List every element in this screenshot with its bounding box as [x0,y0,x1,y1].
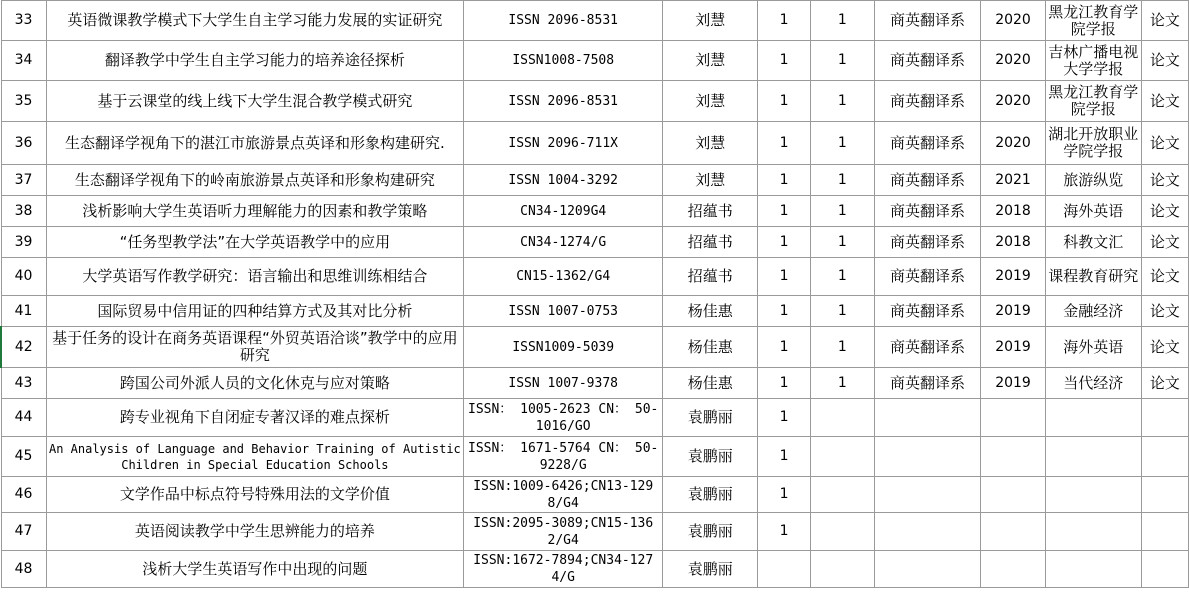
count-cell-2[interactable]: 1 [811,258,875,296]
count-cell-1[interactable]: 1 [758,41,811,81]
department-cell[interactable]: 商英翻译系 [874,81,981,122]
table-row [1,81,1189,122]
title-cell[interactable]: “任务型教学法”在大学英语教学中的应用 [46,227,464,258]
publication-cell[interactable]: 海外英语 [1045,327,1141,368]
count-cell-1[interactable]: 1 [758,1,811,41]
department-cell[interactable]: 商英翻译系 [874,296,981,327]
row-number-cell[interactable]: 37 [1,165,46,196]
issn-cell[interactable]: ISSN： 1671-5764 CN： 50-9228/G [464,437,663,477]
row-number-cell[interactable]: 45 [1,437,46,477]
row-number-cell[interactable]: 36 [1,122,46,165]
title-cell[interactable]: 国际贸易中信用证的四种结算方式及其对比分析 [46,296,464,327]
count-cell-1[interactable]: 1 [758,399,811,437]
department-cell[interactable]: 商英翻译系 [874,41,981,81]
row-number-cell[interactable]: 38 [1,196,46,227]
count-cell-1[interactable]: 1 [758,165,811,196]
count-cell-1[interactable] [758,551,811,588]
count-cell-2[interactable] [811,437,875,477]
year-cell[interactable]: 2020 [981,41,1046,81]
author-cell[interactable]: 袁鹏丽 [663,399,758,437]
title-cell[interactable]: 浅析影响大学生英语听力理解能力的因素和教学策略 [46,196,464,227]
table-row [1,551,1189,588]
count-cell-1[interactable]: 1 [758,477,811,513]
count-cell-1[interactable]: 1 [758,437,811,477]
issn-cell[interactable]: ISSN 1004-3292 [464,165,663,196]
author-cell[interactable]: 刘慧 [663,122,758,165]
author-cell[interactable]: 招蕴书 [663,258,758,296]
count-cell-1[interactable]: 1 [758,81,811,122]
count-cell-2[interactable]: 1 [811,165,875,196]
issn-cell[interactable]: CN15-1362/G4 [464,258,663,296]
count-cell-1[interactable]: 1 [758,327,811,368]
row-number-cell[interactable]: 39 [1,227,46,258]
count-cell-1[interactable]: 1 [758,296,811,327]
type-cell[interactable]: 论文 [1141,1,1188,41]
issn-cell[interactable]: CN34-1209G4 [464,196,663,227]
title-cell[interactable]: An Analysis of Language and Behavior Training of Autistic Children in Special Education Schools [46,437,464,477]
issn-cell[interactable]: ISSN 2096-711X [464,122,663,165]
row-number-cell[interactable]: 40 [1,258,46,296]
publication-cell[interactable]: 海外英语 [1045,196,1141,227]
year-cell[interactable]: 2020 [981,1,1046,41]
type-cell[interactable]: 论文 [1141,296,1188,327]
publication-cell[interactable] [1045,551,1141,588]
table-row [1,258,1189,296]
type-cell[interactable]: 论文 [1141,122,1188,165]
publication-cell[interactable]: 吉林广播电视大学学报 [1045,41,1141,81]
author-cell[interactable]: 刘慧 [663,1,758,41]
table-row [1,41,1189,81]
count-cell-1[interactable]: 1 [758,258,811,296]
type-cell[interactable] [1141,477,1188,513]
count-cell-2[interactable] [811,551,875,588]
department-cell[interactable] [874,551,981,588]
table-row [1,513,1189,551]
count-cell-2[interactable]: 1 [811,327,875,368]
author-cell[interactable]: 刘慧 [663,41,758,81]
department-cell[interactable]: 商英翻译系 [874,258,981,296]
year-cell[interactable] [981,437,1046,477]
department-cell[interactable]: 商英翻译系 [874,196,981,227]
author-cell[interactable]: 杨佳惠 [663,296,758,327]
department-cell[interactable] [874,437,981,477]
type-cell[interactable]: 论文 [1141,258,1188,296]
title-cell[interactable]: 英语阅读教学中学生思辨能力的培养 [46,513,464,551]
department-cell[interactable]: 商英翻译系 [874,368,981,399]
title-cell[interactable]: 基于云课堂的线上线下大学生混合教学模式研究 [46,81,464,122]
type-cell[interactable] [1141,399,1188,437]
year-cell[interactable] [981,513,1046,551]
issn-cell[interactable]: ISSN 2096-8531 [464,81,663,122]
type-cell[interactable] [1141,437,1188,477]
count-cell-1[interactable]: 1 [758,196,811,227]
year-cell[interactable] [981,551,1046,588]
type-cell[interactable]: 论文 [1141,196,1188,227]
table-row [1,165,1189,196]
publication-cell[interactable] [1045,513,1141,551]
table-row [1,327,1189,368]
publication-cell[interactable] [1045,437,1141,477]
count-cell-2[interactable] [811,477,875,513]
publication-cell[interactable]: 科教文汇 [1045,227,1141,258]
issn-cell[interactable]: ISSN1008-7508 [464,41,663,81]
year-cell[interactable] [981,399,1046,437]
title-cell[interactable]: 浅析大学生英语写作中出现的问题 [46,551,464,588]
year-cell[interactable]: 2019 [981,327,1046,368]
title-cell[interactable]: 生态翻译学视角下的岭南旅游景点英译和形象构建研究 [46,165,464,196]
title-cell[interactable]: 生态翻译学视角下的湛江市旅游景点英译和形象构建研究. [46,122,464,165]
year-cell[interactable]: 2019 [981,258,1046,296]
title-cell[interactable]: 文学作品中标点符号特殊用法的文学价值 [46,477,464,513]
year-cell[interactable]: 2020 [981,122,1046,165]
publication-cell[interactable]: 课程教育研究 [1045,258,1141,296]
department-cell[interactable] [874,513,981,551]
author-cell[interactable]: 刘慧 [663,165,758,196]
department-cell[interactable]: 商英翻译系 [874,327,981,368]
author-cell[interactable]: 招蕴书 [663,227,758,258]
count-cell-2[interactable] [811,399,875,437]
issn-cell[interactable]: CN34-1274/G [464,227,663,258]
row-number-cell[interactable]: 47 [1,513,46,551]
issn-cell[interactable]: ISSN： 1005-2623 CN： 50-1016/GO [464,399,663,437]
type-cell[interactable]: 论文 [1141,227,1188,258]
type-cell[interactable] [1141,513,1188,551]
count-cell-1[interactable]: 1 [758,122,811,165]
count-cell-2[interactable] [811,513,875,551]
issn-cell[interactable]: ISSN:2095-3089;CN15-1362/G4 [464,513,663,551]
issn-cell[interactable]: ISSN:1672-7894;CN34-1274/G [464,551,663,588]
count-cell-2[interactable]: 1 [811,122,875,165]
issn-cell[interactable]: ISSN 2096-8531 [464,1,663,41]
table-row [1,196,1189,227]
department-cell[interactable]: 商英翻译系 [874,1,981,41]
year-cell[interactable]: 2018 [981,227,1046,258]
department-cell[interactable] [874,399,981,437]
row-number-cell[interactable]: 43 [1,368,46,399]
publication-cell[interactable]: 旅游纵览 [1045,165,1141,196]
title-cell[interactable]: 跨专业视角下自闭症专著汉译的难点探析 [46,399,464,437]
author-cell[interactable]: 招蕴书 [663,196,758,227]
count-cell-2[interactable]: 1 [811,196,875,227]
row-number-cell[interactable]: 42 [1,327,46,368]
count-cell-2[interactable]: 1 [811,296,875,327]
type-cell[interactable]: 论文 [1141,327,1188,368]
issn-cell[interactable]: ISSN 1007-9378 [464,368,663,399]
year-cell[interactable] [981,477,1046,513]
count-cell-2[interactable]: 1 [811,81,875,122]
department-cell[interactable]: 商英翻译系 [874,227,981,258]
title-cell[interactable]: 大学英语写作教学研究：语言输出和思维训练相结合 [46,258,464,296]
year-cell[interactable]: 2019 [981,296,1046,327]
author-cell[interactable]: 杨佳惠 [663,368,758,399]
type-cell[interactable]: 论文 [1141,41,1188,81]
year-cell[interactable]: 2020 [981,81,1046,122]
department-cell[interactable]: 商英翻译系 [874,122,981,165]
count-cell-1[interactable]: 1 [758,368,811,399]
count-cell-1[interactable]: 1 [758,513,811,551]
issn-cell[interactable]: ISSN 1007-0753 [464,296,663,327]
table-row [1,227,1189,258]
row-number-cell[interactable]: 46 [1,477,46,513]
type-cell[interactable]: 论文 [1141,368,1188,399]
author-cell[interactable]: 刘慧 [663,81,758,122]
title-cell[interactable]: 跨国公司外派人员的文化休克与应对策略 [46,368,464,399]
author-cell[interactable]: 袁鹏丽 [663,551,758,588]
department-cell[interactable] [874,477,981,513]
publication-cell[interactable]: 湖北开放职业学院学报 [1045,122,1141,165]
table-row [1,296,1189,327]
author-cell[interactable]: 杨佳惠 [663,327,758,368]
table-row [1,1,1189,41]
count-cell-2[interactable]: 1 [811,41,875,81]
publication-cell[interactable]: 当代经济 [1045,368,1141,399]
department-cell[interactable]: 商英翻译系 [874,165,981,196]
table-row [1,399,1189,437]
count-cell-2[interactable]: 1 [811,227,875,258]
row-number-cell[interactable]: 48 [1,551,46,588]
table-row [1,122,1189,165]
row-number-cell[interactable]: 35 [1,81,46,122]
publication-cell[interactable]: 黑龙江教育学院学报 [1045,81,1141,122]
count-cell-2[interactable]: 1 [811,1,875,41]
title-cell[interactable]: 英语微课教学模式下大学生自主学习能力发展的实证研究 [46,1,464,41]
type-cell[interactable]: 论文 [1141,81,1188,122]
author-cell[interactable]: 袁鹏丽 [663,437,758,477]
table-row [1,368,1189,399]
publication-cell[interactable] [1045,477,1141,513]
table-row [1,437,1189,477]
row-number-cell[interactable]: 33 [1,1,46,41]
row-number-cell[interactable]: 34 [1,41,46,81]
year-cell[interactable]: 2019 [981,368,1046,399]
publication-cell[interactable]: 黑龙江教育学院学报 [1045,1,1141,41]
issn-cell[interactable]: ISSN:1009-6426;CN13-1298/G4 [464,477,663,513]
table-row [1,477,1189,513]
year-cell[interactable]: 2021 [981,165,1046,196]
count-cell-2[interactable]: 1 [811,368,875,399]
count-cell-1[interactable]: 1 [758,227,811,258]
author-cell[interactable]: 袁鹏丽 [663,513,758,551]
issn-cell[interactable]: ISSN1009-5039 [464,327,663,368]
publication-cell[interactable]: 金融经济 [1045,296,1141,327]
year-cell[interactable]: 2018 [981,196,1046,227]
title-cell[interactable]: 基于任务的设计在商务英语课程“外贸英语洽谈”教学中的应用研究 [46,327,464,368]
title-cell[interactable]: 翻译教学中学生自主学习能力的培养途径探析 [46,41,464,81]
row-number-cell[interactable]: 41 [1,296,46,327]
type-cell[interactable] [1141,551,1188,588]
publication-cell[interactable] [1045,399,1141,437]
row-number-cell[interactable]: 44 [1,399,46,437]
author-cell[interactable]: 袁鹏丽 [663,477,758,513]
type-cell[interactable]: 论文 [1141,165,1188,196]
